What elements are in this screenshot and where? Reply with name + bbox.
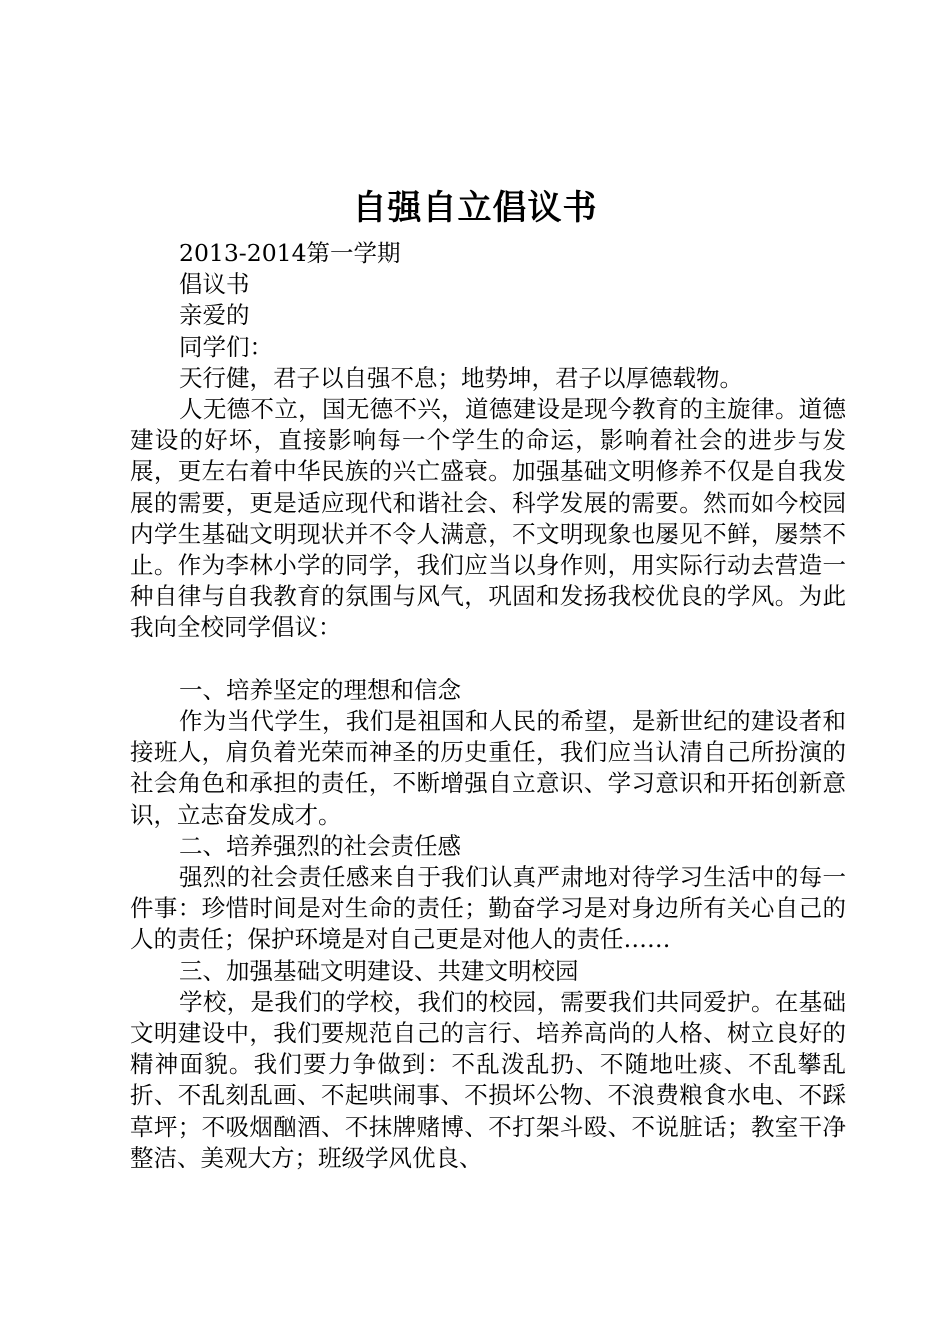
document-body bbox=[130, 238, 846, 1174]
section-1-paragraph: 作为当代学生，我们是祖国和人民的希望，是新世纪的建设者和接班人，肩负着光荣而神圣的历史重任，我们应当认清自己所扮演的社会角色和承担的责任，不断增强自立意识、学习意识和开拓创新意识，立志奋发成才。 bbox=[130, 707, 846, 829]
document-title: 自强自立倡议书 bbox=[352, 188, 598, 228]
term-line: 2013-2014第一学期 bbox=[179, 239, 401, 267]
intro-paragraph: 人无德不立，国无德不兴，道德建设是现今教育的主旋律。道德建设的好坏，直接影响每一个学生的命运，影响着社会的进步与发展，更左右着中华民族的兴亡盛衰。加强基础文明修养不仅是自我发展的需要，更是适应现代和谐社会、科学发展的需要。然而如今校园内学生基础文明现状并不令人满意，不文明现象也屡见不鲜，屡禁不止。作为李林小学的同学，我们应当以身作则，用实际行动去营造一种自律与自我教育的氛围与风气，巩固和发扬我校优良的学风。为此我向全校同学倡议： bbox=[130, 395, 846, 642]
doc-label-line: 倡议书 bbox=[179, 270, 250, 299]
salutation-line-1: 亲爱的 bbox=[179, 301, 250, 330]
section-1-heading: 一、培养坚定的理想和信念 bbox=[179, 675, 461, 704]
section-3-paragraph: 学校，是我们的学校，我们的校园，需要我们共同爱护。在基础文明建设中，我们要规范自己的言行、培养高尚的人格、树立良好的精神面貌。我们要力争做到：不乱泼乱扔、不随地吐痰、不乱攀乱折、不乱刻乱画、不起哄闹事、不损坏公物、不浪费粮食水电、不踩草坪；不吸烟酗酒、不抹牌赌博、不打架斗殴、不说脏话；教室干净整洁、美观大方；班级学风优良、 bbox=[130, 987, 846, 1172]
section-3-heading: 三、加强基础文明建设、共建文明校园 bbox=[179, 956, 579, 985]
salutation-line-2: 同学们： bbox=[179, 332, 273, 361]
section-2-paragraph: 强烈的社会责任感来自于我们认真严肃地对待学习生活中的每一件事：珍惜时间是对生命的责任；勤奋学习是对身边所有关心自己的人的责任；保护环境是对自己更是对他人的责任…… bbox=[130, 863, 846, 954]
motto-line: 天行健，君子以自强不息；地势坤，君子以厚德载物。 bbox=[179, 363, 743, 392]
section-2-heading: 二、培养强烈的社会责任感 bbox=[179, 831, 461, 860]
blank-line bbox=[130, 644, 846, 675]
